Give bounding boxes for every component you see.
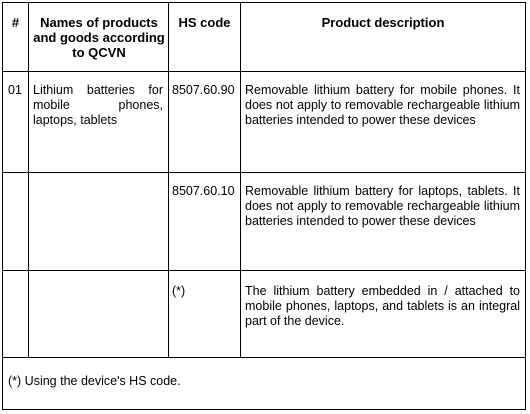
row-divider (3, 172, 525, 173)
row-divider (3, 270, 525, 271)
column-divider (240, 3, 241, 357)
header-number: # (11, 15, 20, 30)
column-divider (168, 3, 169, 357)
hs-code: 8507.60.10 (172, 184, 235, 198)
hs-code: 8507.60.90 (172, 83, 235, 97)
header-hs-code: HS code (178, 15, 231, 30)
product-name: Lithium batteries for mobile phones, laptops, tablets (33, 83, 163, 127)
column-divider (28, 3, 29, 357)
product-description: Removable lithium battery for mobile phones. It does not apply to removable rechargeable lithium batteries intended to power these devices (245, 83, 520, 127)
row-divider (3, 71, 525, 72)
hs-code: (*) (172, 284, 186, 298)
header-product-names: Names of products and goods according to QCVN (33, 15, 165, 60)
product-description: The lithium battery embedded in / attached to mobile phones, laptops, and tablets is an integral part of the device. (245, 284, 520, 328)
row-divider (3, 357, 525, 358)
row-number: 01 (8, 83, 22, 97)
product-description: Removable lithium battery for laptops, tablets. It does not apply to removable rechargeable lithium batteries intended to power these devices (245, 184, 520, 228)
header-product-description: Product description (321, 15, 445, 30)
footnote: (*) Using the device's HS code. (8, 374, 181, 388)
product-table (2, 2, 526, 410)
